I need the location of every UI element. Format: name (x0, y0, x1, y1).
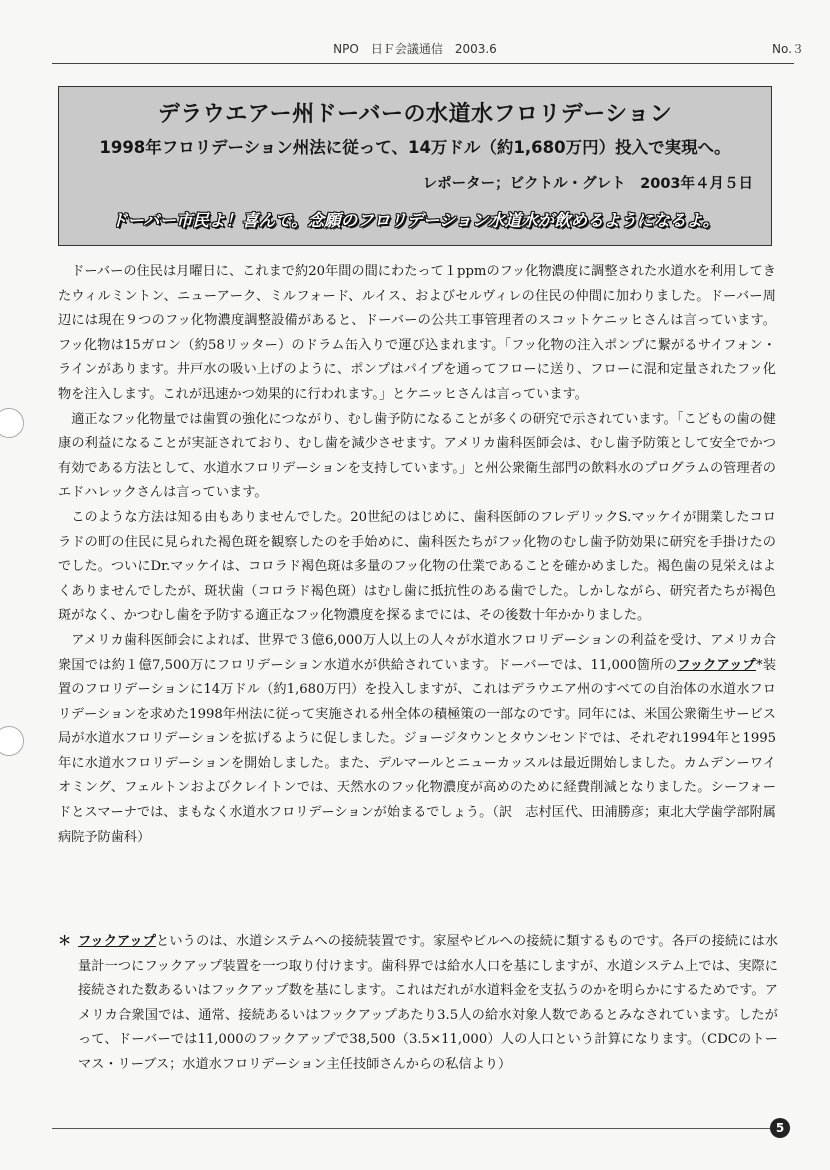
paragraph-4 (58, 629, 776, 850)
article-body (58, 260, 776, 850)
paragraph-4-text-after: *装置のフロリデーションに14万ドル（約1,680万円）を投入しますが、これはデラウエア州のすべての自治体の水道水フロリデーションを求めた1998年州法に従って実施される州全体の積極策の一部なのです。同年には、米国公衆衛生サービス局が水道水フロリデーションを拡げるように促しました。ジョージタウンとタウンセンドでは、それぞれ1994年と1995年に水道水フロリデーションを開始しました。また、デルマールとニューカッスルは最近開始しました。カムデンーワイオミング、フェルトンおよびクレイトンでは、天然水のフッ化物濃度が高めのために経費削減となりました。シーフォードとスマーナでは、まもなく水道水フロリデーションが始まるでしょう。（訳 志村匡代、田浦勝彦；東北大学歯学部附属病院予防歯科） (58, 657, 777, 845)
header-rule (52, 63, 794, 64)
paragraph-3: このような方法は知る由もありませんでした。20世紀のはじめに、歯科医師のフレデリックS.マッケイが開業したコロラドの町の住民に見られた褐色斑を観察したのを手始めに、歯科医たちがフッ化物のむし歯予防効果に研究を手掛けたのでした。ついにDr.マッケイは、コロラド褐色斑は多量のフッ化物の仕業であることを確かめました。褐色歯の見栄えはよくありませんでしたが、斑状歯（コロラド褐色斑）はむし歯に抵抗性のある歯でした。しかしながら、研究者たちが褐色斑がなく、かつむし歯を予防する適正なフッ化物濃度を探るまでには、その後数十年かかりました。 (58, 509, 776, 624)
article-slogan: ドーバー市民よ！喜んで。念願のフロリデーション水道水が飲めるようになるよ。 (110, 211, 720, 230)
footnote (58, 930, 778, 1078)
title-box (58, 86, 772, 246)
page-number: 5 (770, 1118, 790, 1138)
footnote-mark: ＊ (58, 934, 72, 949)
article-title: デラウエアー州ドーバーの水道水フロリデーション (157, 102, 673, 127)
binder-hole-upper (0, 408, 24, 438)
paragraph-1: ドーバーの住民は月曜日に、これまで約20年間の間にわたって１ppmのフッ化物濃度に調整された水道水を利用してきたウィルミントン、ニューアーク、ミルフォード、ルイス、およびセルヴィレの住民の仲間に加わりました。ドーバー周辺には現在９つのフッ化物濃度調整設備があると、ドーバーの公共工事管理者のスコットケニッヒさんは言っています。フッ化物は15ガロン（約58リッター）のドラム缶入りで運び込まれます。「フッ化物の注入ポンプに繋がるサイフォン・ラインがあります。井戸水の吸い上げのように、ポンプはパイプを通ってフローに送り、フローに混和定量されたフッ化物を注入します。これが迅速かつ効果的に行われます。」とケニッヒさんは言っています。 (58, 264, 776, 402)
header-publication: NPO 日Ｆ会議通信 2003.6 (333, 42, 497, 56)
article-subtitle: 1998年フロリデーション州法に従って、14万ドル（約1,680万円）投入で実現へ。 (99, 138, 731, 157)
binder-hole-lower (0, 726, 24, 756)
paragraph-4-text-before: アメリカ歯科医師会によれば、世界で３億6,000万人以上の人々が水道水フロリデーションの利益を受け、アメリカ合衆国では約１億7,500万にフロリデーション水道水が供給されています。ドーバーでは、11,000箇所の (58, 632, 776, 673)
header-issue-number: No.３ (772, 42, 804, 56)
article-reporter: レポーター；ビクトル・グレト 2003年４月５日 (422, 176, 753, 192)
hookup-term: フックアップ (677, 657, 756, 673)
footer-rule (52, 1128, 770, 1129)
footnote-text: というのは、水道システムへの接続装置です。家屋やビルへの接続に類するものです。各戸の接続には水量計一つにフックアップ装置を一つ取り付けます。歯科界では給水人口を基にしますが、水道システム上では、実際に接続された数あるいはフックアップ数を基にします。これはだれが水道料金を支払うのかを明らかにするためです。アメリカ合衆国では、通常、接続あるいはフックアップあたり3.5人の給水対象人数であるとみなされています。したがって、ドーバーでは11,000のフックアップで38,500（3.5×11,000）人の人口という計算になります。（CDCのトーマス・リーブス；水道水フロリデーション主任技師さんからの私信より） (78, 934, 778, 1072)
footnote-term: フックアップ (78, 934, 157, 949)
paragraph-2: 適正なフッ化物量では歯質の強化につながり、むし歯予防になることが多くの研究で示されています。「こどもの歯の健康の利益になることが実証されており、むし歯を減少させます。アメリカ歯科医師会は、むし歯予防策として安全でかつ有効である方法として、水道水フロリデーションを支持しています。」と州公衆衛生部門の飲料水のプログラムの管理者のエドハレックさんは言っています。 (58, 411, 776, 501)
